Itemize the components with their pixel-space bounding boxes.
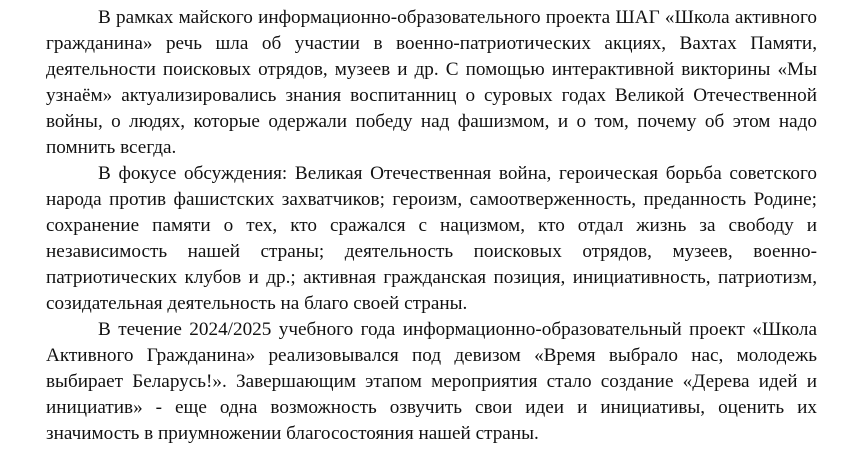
paragraph-project-overview: В рамках майского информационно-образовательного проекта ШАГ «Школа активного гражданина» речь шла об участии в военно-патриотических акциях, Вахтах Памяти, деятельности поисковых отрядов, музеев и др. С помощью интерактивной викторины «Мы узнаём» актуализировались знания воспитанниц о суровых годах Великой Отечественной войны, о людях, которые одержали победу над фашизмом, и о том, почему об этом надо помнить всегда. xyxy=(46,7,817,158)
paragraph-discussion-focus: В фокусе обсуждения: Великая Отечественная война, героическая борьба советского народа против фашистских захватчиков; героизм, самоотверженность, преданность Родине; сохранение памяти о тех, кто сражался с нацизмом, кто отдал жизнь за свободу и независимость нашей страны; деятельность поисковых отрядов, музеев, военно-патриотических клубов и др.; активная гражданская позиция, инициативность, патриотизм, созидательная деятельность на благо своей страны. xyxy=(46,163,817,314)
paragraph-project-motto: В течение 2024/2025 учебного года информационно-образовательный проект «Школа Активного Гражданина» реализовывался под девизом «Время выбрало нас, молодежь выбирает Беларусь!». Завершающим этапом мероприятия стало создание «Дерева идей и инициатив» - еще одна возможность озвучить свои идеи и инициативы, оценить их значимость в приумножении благосостояния нашей страны. xyxy=(46,319,817,444)
